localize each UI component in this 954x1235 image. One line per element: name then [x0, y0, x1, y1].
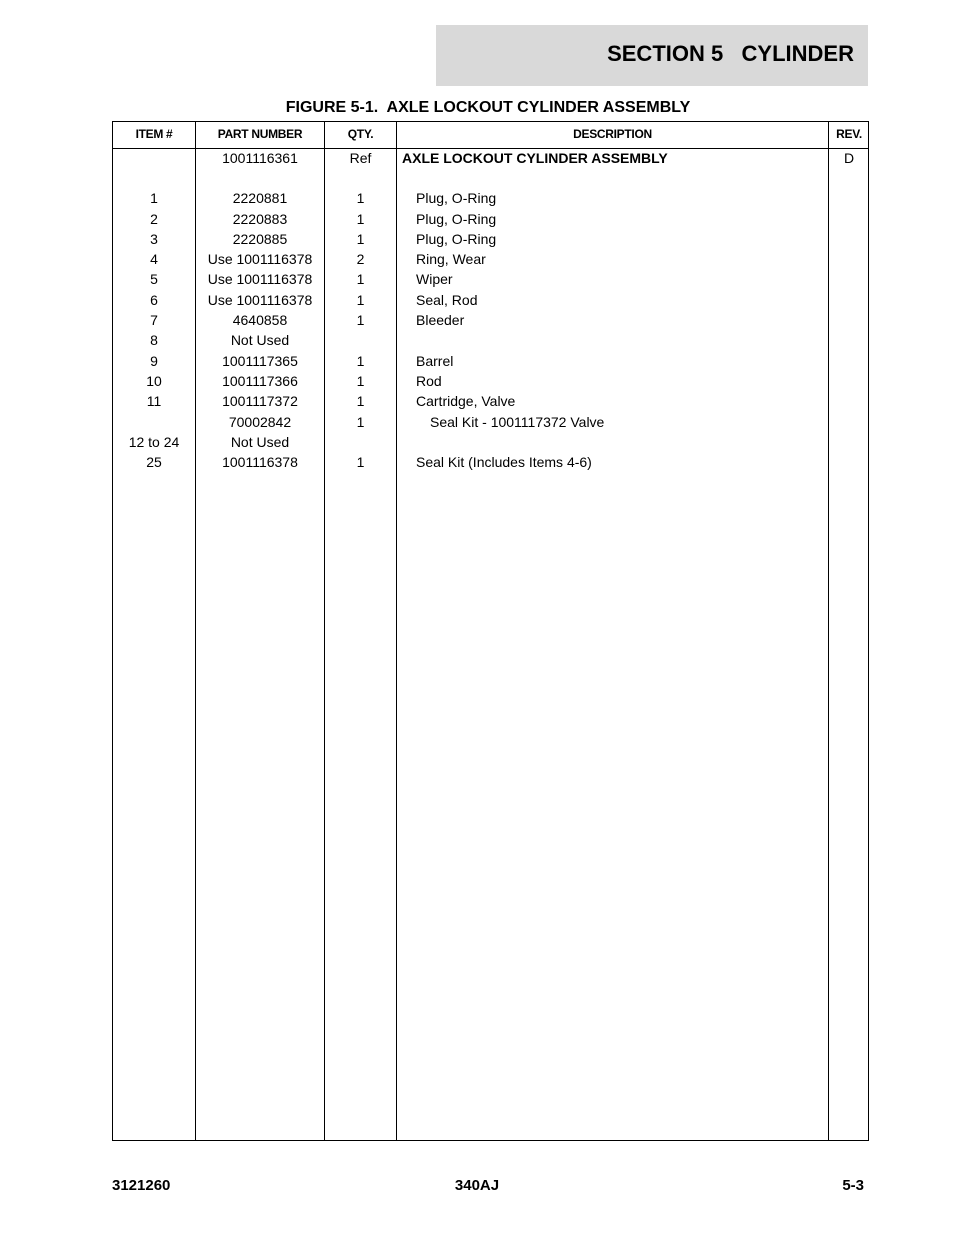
quantity: 1: [356, 454, 365, 471]
description: Rod: [416, 372, 442, 389]
table-row: [113, 433, 868, 453]
table-row: [113, 453, 868, 473]
section-header: [436, 25, 868, 86]
table-row: [113, 311, 868, 331]
spacer-row: [113, 169, 868, 189]
part-number: Not Used: [230, 433, 290, 450]
footer-document-number: 3121260: [112, 1177, 171, 1194]
footer-page-number: 5-3: [842, 1177, 864, 1194]
description: Plug, O-Ring: [416, 230, 497, 247]
table-row: [113, 291, 868, 311]
table-row: [113, 230, 868, 250]
description: Wiper: [416, 271, 453, 288]
quantity: 1: [356, 413, 365, 430]
part-number: 2220881: [232, 190, 288, 207]
part-number: Use 1001116378: [207, 251, 313, 268]
item-number: 8: [150, 332, 158, 349]
quantity: 1: [356, 190, 365, 207]
assembly-qty: Ref: [349, 150, 372, 166]
part-number: Use 1001116378: [207, 271, 313, 288]
description: Cartridge, Valve: [416, 393, 516, 410]
quantity: 1: [356, 271, 365, 288]
description: Plug, O-Ring: [416, 210, 497, 227]
description: Seal, Rod: [416, 291, 478, 308]
header-description: DESCRIPTION: [573, 127, 652, 141]
part-number: 1001117372: [222, 393, 298, 410]
figure-title: FIGURE 5-1. AXLE LOCKOUT CYLINDER ASSEMBLY: [285, 99, 691, 116]
quantity: 1: [356, 352, 365, 369]
header-item: ITEM #: [135, 127, 173, 141]
quantity: 1: [356, 210, 365, 227]
table-row: [113, 210, 868, 230]
description: Barrel: [416, 352, 454, 369]
header-part-number: PART NUMBER: [217, 127, 303, 141]
description: Ring, Wear: [416, 251, 486, 268]
quantity: 1: [356, 291, 365, 308]
quantity: 1: [356, 393, 365, 410]
item-number: 3: [150, 230, 158, 247]
item-number: 7: [150, 312, 158, 329]
table-body: [113, 149, 868, 473]
item-number: 12 to 24: [128, 433, 180, 450]
part-number: Not Used: [230, 332, 290, 349]
table-row: [113, 250, 868, 270]
quantity: 1: [356, 230, 365, 247]
item-number: 11: [146, 393, 162, 410]
assembly-row: [113, 149, 868, 169]
table-row: [113, 352, 868, 372]
item-number: 25: [146, 454, 162, 471]
description: Seal Kit (Includes Items 4-6): [416, 454, 592, 471]
item-number: 1: [150, 190, 158, 207]
item-number: 10: [146, 372, 162, 389]
part-number: 1001117366: [222, 372, 298, 389]
item-number: 9: [150, 352, 158, 369]
assembly-description: AXLE LOCKOUT CYLINDER ASSEMBLY: [402, 150, 668, 166]
part-number: 70002842: [228, 413, 292, 430]
part-number: 1001117365: [222, 352, 298, 369]
table-row: [113, 372, 868, 392]
parts-table: [112, 121, 869, 1141]
item-number: 6: [150, 291, 158, 308]
part-number: Use 1001116378: [207, 291, 313, 308]
table-row: [113, 413, 868, 433]
table-row: [113, 392, 868, 412]
quantity: 1: [356, 372, 365, 389]
part-number: 2220885: [232, 230, 288, 247]
section-title: SECTION 5 CYLINDER: [607, 41, 854, 66]
assembly-rev: D: [843, 150, 855, 166]
description: Seal Kit - 1001117372 Valve: [430, 413, 605, 430]
part-number: 4640858: [232, 312, 288, 329]
item-number: 5: [150, 271, 158, 288]
assembly-part-number: 1001116361: [222, 150, 298, 166]
table-row: [113, 270, 868, 290]
quantity: 1: [356, 312, 365, 329]
header-rev: REV.: [836, 127, 862, 141]
part-number: 2220883: [232, 210, 288, 227]
table-row: [113, 331, 868, 351]
table-row: [113, 189, 868, 209]
quantity: 2: [356, 251, 365, 268]
item-number: 4: [150, 251, 158, 268]
description: Plug, O-Ring: [416, 190, 497, 207]
header-qty: QTY.: [347, 127, 374, 141]
part-number: 1001116378: [222, 454, 298, 471]
description: Bleeder: [416, 312, 465, 329]
item-number: 2: [150, 210, 158, 227]
footer-model: 340AJ: [454, 1177, 500, 1194]
